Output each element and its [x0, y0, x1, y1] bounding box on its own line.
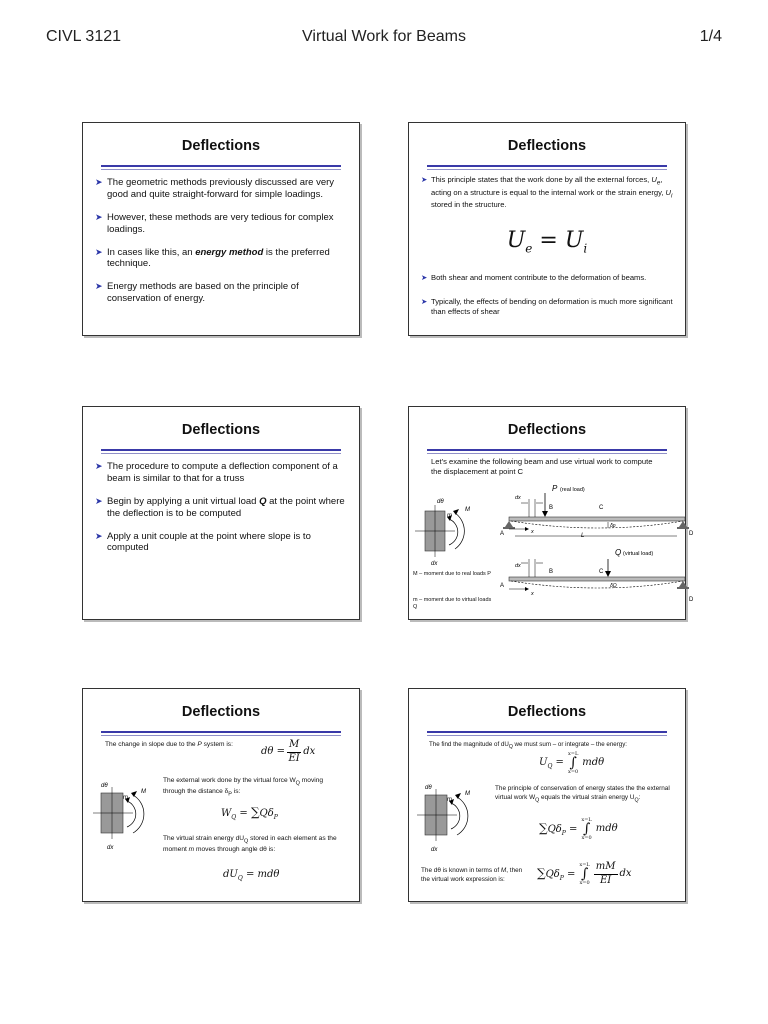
- slide-title: Deflections: [181, 138, 261, 154]
- slide-title: Deflections: [507, 422, 587, 438]
- slide-title: Deflections: [507, 138, 587, 154]
- external-work-equation: $W_Q = \sum Q\delta_P$: [221, 805, 278, 821]
- svg-text:δp: δp: [610, 523, 616, 529]
- svg-text:dx: dx: [515, 563, 521, 569]
- bullet-arrow-icon: ➤: [95, 211, 103, 222]
- svg-text:δQ: δQ: [610, 583, 617, 589]
- bullet-item: ➤ In cases like this, an energy method is the preferred technique.: [95, 246, 330, 270]
- bullet-arrow-icon: ➤: [95, 281, 103, 292]
- svg-text:B: B: [549, 505, 554, 511]
- slide-title: Deflections: [507, 704, 587, 720]
- bullet-arrow-icon: ➤: [95, 495, 103, 506]
- slide-4: [408, 406, 694, 620]
- bullet-item: ➤ The geometric methods previously discussed are very good and quite straight-forward for simple loadings.: [95, 177, 335, 200]
- svg-text:dx: dx: [107, 845, 114, 851]
- bullet-list: [95, 177, 345, 316]
- real-load-beam: [500, 484, 694, 539]
- svg-text:m: m: [447, 797, 452, 803]
- beam-diagram: [409, 407, 694, 619]
- slide-5: [82, 688, 360, 902]
- slope-equation: dθ = $\frac{M}{EI}$ dx: [261, 739, 316, 764]
- slide-2: [408, 122, 686, 336]
- conservation-text: The principle of conservation of energy states the the external virtual work $W_Q$ equals the virtual strain energy $U_Q$:: [495, 785, 670, 803]
- external-work-text: The external work done by the virtual force $W_Q$ moving through the distance $\delta_P$ is:: [163, 777, 324, 798]
- svg-text:L: L: [581, 533, 585, 539]
- dtheta-label: dθ: [437, 499, 444, 505]
- bullet-item: ➤ Both shear and moment contribute to the deformation of beams.: [421, 273, 647, 282]
- svg-text:A: A: [500, 583, 505, 589]
- svg-text:dx: dx: [431, 847, 438, 853]
- svg-text:A: A: [500, 531, 505, 537]
- bullet-item: ➤ Typically, the effects of bending on deformation is much more significant than effects of shear: [421, 297, 673, 316]
- svg-text:B: B: [549, 569, 554, 575]
- strain-energy-text: The virtual strain energy $dU_Q$ stored in each element as the moment m moves through angle dθ is:: [163, 835, 337, 853]
- svg-text:m: m: [123, 795, 128, 801]
- bullet-list: [95, 461, 345, 565]
- title-rule: [101, 731, 341, 736]
- bullet-arrow-icon: ➤: [421, 273, 428, 282]
- document-title: Virtual Work for Beams: [302, 28, 466, 45]
- svg-text:Q: Q: [615, 548, 622, 557]
- bullet-arrow-icon: ➤: [95, 461, 103, 471]
- svg-text:P: P: [552, 484, 558, 493]
- title-rule: [427, 165, 667, 170]
- M-legend: M – moment due to real loads P: [413, 571, 491, 577]
- intro-text: Let’s examine the following beam and use virtual work to compute the displacement at point C: [431, 457, 653, 476]
- svg-text:C: C: [599, 569, 604, 575]
- energy-equation: $U_e = U_i$: [506, 228, 588, 256]
- slide-1: [82, 122, 360, 336]
- slide-6: [408, 688, 686, 902]
- bullet-arrow-icon: ➤: [95, 530, 103, 541]
- slope-text: The change in slope due to the P system is:: [105, 741, 233, 748]
- svg-text:(virtual load): (virtual load): [623, 551, 654, 557]
- bullet-arrow-icon: ➤: [95, 246, 103, 257]
- svg-text:C: C: [599, 505, 604, 511]
- bullet-item: ➤ Apply a unit couple at the point where slope is to computed: [95, 530, 311, 554]
- bullet-arrow-icon: ➤: [421, 175, 428, 184]
- course-code: CIVL 3121: [46, 28, 122, 45]
- svg-text:dx: dx: [515, 495, 521, 501]
- svg-text:D: D: [689, 531, 694, 537]
- m-label: m: [447, 513, 452, 519]
- bullet-item: ➤ The procedure to compute a deflection component of a beam is similar to that for a truss: [95, 461, 338, 484]
- emphasis-text: energy method: [195, 246, 264, 258]
- svg-text:dθ: dθ: [101, 783, 108, 789]
- m-legend: m – moment due to virtual loads Q: [413, 597, 492, 611]
- slide-3: [82, 406, 360, 620]
- M-label: M: [465, 507, 470, 513]
- svg-text:(real load): (real load): [560, 487, 585, 493]
- bullet-arrow-icon: ➤: [421, 297, 428, 306]
- element-figure: [415, 499, 470, 567]
- svg-text:x: x: [531, 591, 534, 597]
- dx-label: dx: [431, 561, 438, 567]
- title-rule: [101, 165, 341, 170]
- bullet-item: ➤ Begin by applying a unit virtual load Q at the point where the deflection is to be computed: [95, 495, 345, 519]
- svg-text:x: x: [531, 529, 534, 535]
- title-rule: [101, 449, 341, 454]
- virtual-energy-equation: $U_Q$ = x=L ∫ x=0 mdθ: [539, 751, 605, 776]
- bullet-item: ➤ Energy methods are based on the principle of conservation of energy.: [95, 281, 299, 305]
- page-number: 1/4: [699, 28, 722, 45]
- svg-text:M: M: [141, 789, 146, 795]
- strain-energy-equation: $dU_Q = md\theta$: [223, 869, 280, 882]
- element-figure: [413, 781, 503, 861]
- title-rule: [427, 731, 667, 736]
- slide-title: Deflections: [181, 704, 261, 720]
- bullet-arrow-icon: ➤: [95, 177, 103, 187]
- svg-text:D: D: [689, 597, 694, 603]
- slide-title: Deflections: [181, 422, 261, 438]
- integrate-text: The find the magnitude of $dU_Q$ we must sum – or integrate – the energy:: [429, 741, 628, 751]
- bullet-item: ➤ However, these methods are very tedious for complex loadings.: [95, 211, 334, 235]
- virtual-work-equation: $\sum Q\delta_P$ = x=L ∫ x=0 mM EI dx: [537, 861, 632, 886]
- svg-text:M: M: [465, 791, 470, 797]
- virtual-work-text: The dθ is known in terms of M, then the virtual work expression is:: [421, 867, 523, 883]
- virtual-load-beam: [500, 548, 694, 603]
- principle-text: ➤ This principle states that the work done by all the external forces, $U_e$, acting on a structure is equal to the internal work or the strain energy, $U_i$ stored in the structure.: [421, 175, 673, 210]
- conservation-equation: $\sum Q\delta_P$ = x=L ∫ x=0 mdθ: [539, 817, 618, 842]
- svg-text:dθ: dθ: [425, 785, 432, 791]
